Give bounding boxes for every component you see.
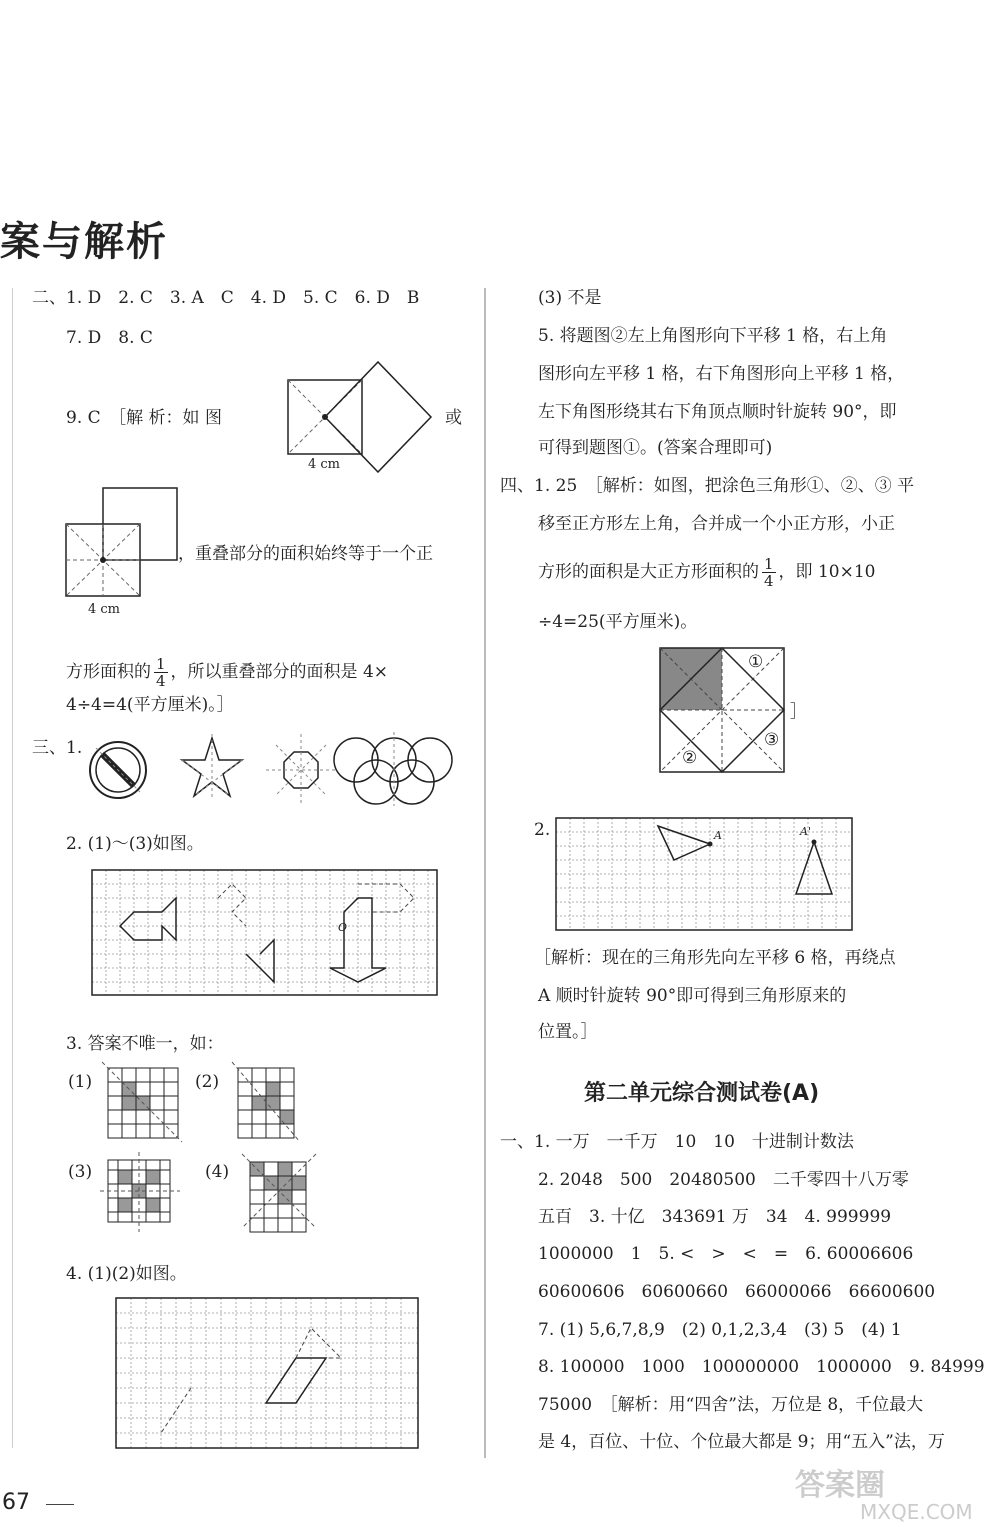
watermark-logo: 答案圈 [795,1468,885,1503]
option-2-grid [238,1068,313,1143]
q9-frac-num: 1 [156,655,166,673]
unit-line2: 2. 2048 500 20480500 二千零四十八万零 [538,1170,909,1190]
q9-overlap-text: ，重叠部分的面积始终等于一个正 [178,544,433,564]
right-line1: (3) 不是 [538,288,602,308]
option-1-grid [108,1068,183,1143]
circle-1-label: ① [748,652,764,672]
octagon-icon [266,734,336,806]
square-triangles-figure [660,648,785,773]
section2-line1: 二、1. D 2. C 3. A C 4. D 5. C 6. D B [32,288,420,308]
s4-frac-den: 4 [764,572,774,590]
circle-3-label: ③ [764,730,780,750]
column-divider [484,288,486,1458]
s4-explanation-3: 位置。］ [538,1022,598,1042]
unit-line4: 1000000 1 5. < > < = 6. 60006606 [538,1244,914,1264]
watermark-url: MXQE.COM [860,1500,973,1524]
option-4-label: (4) [205,1162,230,1182]
right-q5-line3: 左下角图形绕其右下角顶点顺时针旋转 90°，即 [538,402,897,422]
olympic-rings-icon [334,732,452,806]
section4-line4: ÷4=25(平方厘米)。 [538,612,698,632]
unit-line3: 五百 3. 十亿 343691 万 34 4. 999999 [538,1207,892,1227]
q9-figure-overlap-squares [66,488,178,598]
q9-frac-post: ，所以重叠部分的面积是 4× [170,662,389,682]
page-number-rule [46,1504,74,1505]
unit-line1: 一、1. 一万 一千万 10 10 十进制计数法 [500,1132,854,1152]
section4-fraction-line [538,552,875,592]
symmetry-figures [88,730,443,805]
page-title: 案与解析 [0,219,168,265]
section4-line2: 移至正方形左上角，合并成一个小正方形，小正 [538,514,895,534]
right-q5-line1: 5. 将题图②左上角图形向下平移 1 格，右上角 [538,326,888,346]
section3-label: 三、1. [32,738,83,758]
option-4-grid [250,1162,325,1237]
q9-dim-label-1: 4 cm [308,457,341,472]
section3-q3: 3. 答案不唯一，如： [66,1034,224,1054]
bracket-close: ］ [790,702,807,722]
unit-line7: 8. 100000 1000 100000000 1000000 9. 84999 [538,1357,985,1377]
q9-fraction-line [66,652,388,692]
s4-explanation-1: ［解析：现在的三角形先向左平移 6 格，再绕点 [534,948,896,968]
section4-line1: 四、1. 25 ［解析：如图，把涂色三角形①、②、③ 平 [500,476,915,496]
no-sign-icon [90,742,146,798]
grid-figure-q2 [92,870,437,995]
s4-explanation-2: A 顺时针旋转 90°即可得到三角形原来的 [538,986,847,1006]
unit-line5: 60600606 60600660 66000066 66600600 [538,1282,936,1302]
point-o-label: O [338,921,348,934]
right-q5-line2: 图形向左平移 1 格，右下角图形向上平移 1 格， [538,364,905,384]
q9-end: 4÷4=4(平方厘米)。］ [66,695,234,715]
page-number: 67 [2,1490,30,1515]
section4-q2: 2. [534,820,551,840]
point-a-prime-label: A' [800,825,811,838]
section3-q2: 2. (1)～(3)如图。 [66,834,204,854]
star-icon [182,734,242,800]
section2-line2: 7. D 8. C [66,328,153,348]
right-q5-line4: 可得到题图①。(答案合理即可) [538,438,773,458]
unit-line9: 是 4，百位、十位、个位最大都是 9；用“五入”法，万 [538,1432,945,1452]
grid-figure-q4 [116,1298,418,1448]
q9-frac-pre: 方形面积的 [66,662,151,682]
section3-q4: 4. (1)(2)如图。 [66,1264,187,1284]
unit-test-title: 第二单元综合测试卷(A) [584,1081,820,1106]
q9-or: 或 [445,408,462,428]
point-a-label: A [714,829,722,842]
option-3-label: (3) [68,1162,93,1182]
option-1-label: (1) [68,1072,93,1092]
s4-frac-num: 1 [764,555,774,573]
option-2-label: (2) [195,1072,220,1092]
s4-frac-post: ，即 10×10 [778,562,876,582]
s4-frac-pre: 方形的面积是大正方形面积的 [538,562,759,582]
q9-frac-den: 4 [156,672,166,690]
s4-fraction [762,556,776,589]
option-3-grid [108,1160,183,1235]
q9-dim-label-2: 4 cm [88,602,121,617]
q9-prefix: 9. C ［解 析：如 图 [66,408,222,428]
q9-fraction [154,656,168,689]
unit-line6: 7. (1) 5,6,7,8,9 (2) 0,1,2,3,4 (3) 5 (4) 1 [538,1320,902,1340]
left-margin-rule [12,288,13,1448]
unit-line8: 75000 ［解析：用“四舍”法，万位是 8，千位最大 [538,1395,924,1415]
circle-2-label: ② [682,748,698,768]
